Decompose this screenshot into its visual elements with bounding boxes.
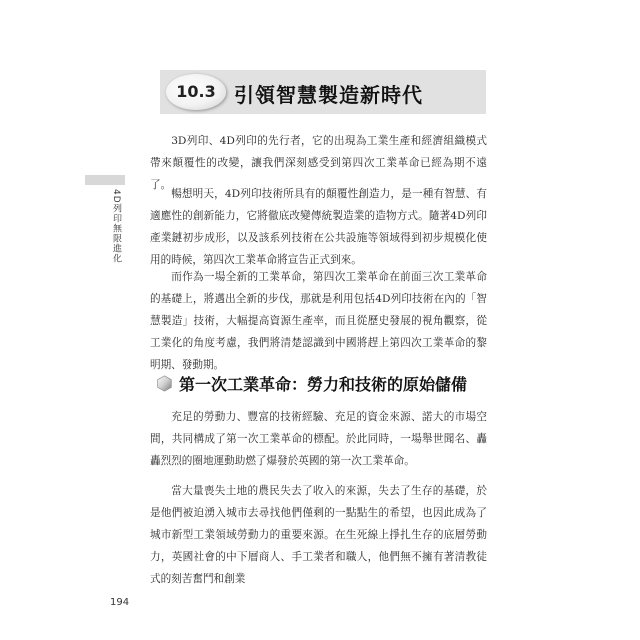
body-paragraph: 當大量喪失土地的農民失去了收入的來源，失去了生存的基礎，於是他們被迫湧入城市去尋找他們僅剩的一點點生的希望，也因此成為了城市新型工業領域勞動力的重要來源。在生死線上掙扎生存的底層勞動力，英國社會的中下層商人、手工業者和職人，他們無不擁有著清教徒式的刻苦奮鬥和創業 <box>150 485 487 585</box>
section-heading: 第一次工業革命：勞力和技術的原始儲備 <box>179 375 468 394</box>
body-paragraph: 暢想明天，4D列印技術所具有的顛覆性創造力，是一種有智慧、有適應性的創新能力，它將徹底改變傳統製造業的造物方式。隨著4D列印產業鏈初步成形，以及該系列技術在公共設施等領域得到初步規模化使用的時候，第四次工業革命將宣告正式到來。 <box>150 188 487 266</box>
side-tab-bar <box>85 175 125 185</box>
page-number: 194 <box>110 597 130 608</box>
chapter-number-badge: 10.3 <box>166 74 226 110</box>
body-paragraph: 而作為一場全新的工業革命，第四次工業革命在前面三次工業革命的基礎上，將邁出全新的步伐，那就是利用包括4D列印技術在內的「智慧製造」技術，大幅提高資源生產率，而且從歷史發展的視角觀察，從工業化的角度考慮，我們將清楚認識到中國將趕上第四次工業革命的黎明期、發動期。 <box>150 271 487 371</box>
hexagon-bullet-icon <box>156 375 173 392</box>
body-paragraph: 3D列印、4D列印的先行者，它的出現為工業生產和經濟組織模式帶來顛覆性的改變，讓我們深刻感受到第四次工業革命已經為期不遠了。 <box>150 135 487 191</box>
body-paragraph: 充足的勞動力、豐富的技術經驗、充足的資金來源、諾大的市場空間，共同構成了第一次工業革命的標配。於此同時，一場舉世聞名、轟轟烈烈的圈地運動助燃了爆發於英國的第一次工業革命。 <box>150 411 487 467</box>
chapter-title: 引領智慧製造新時代 <box>234 83 423 107</box>
side-tab-label: 4D列印無限進化 <box>111 189 121 264</box>
